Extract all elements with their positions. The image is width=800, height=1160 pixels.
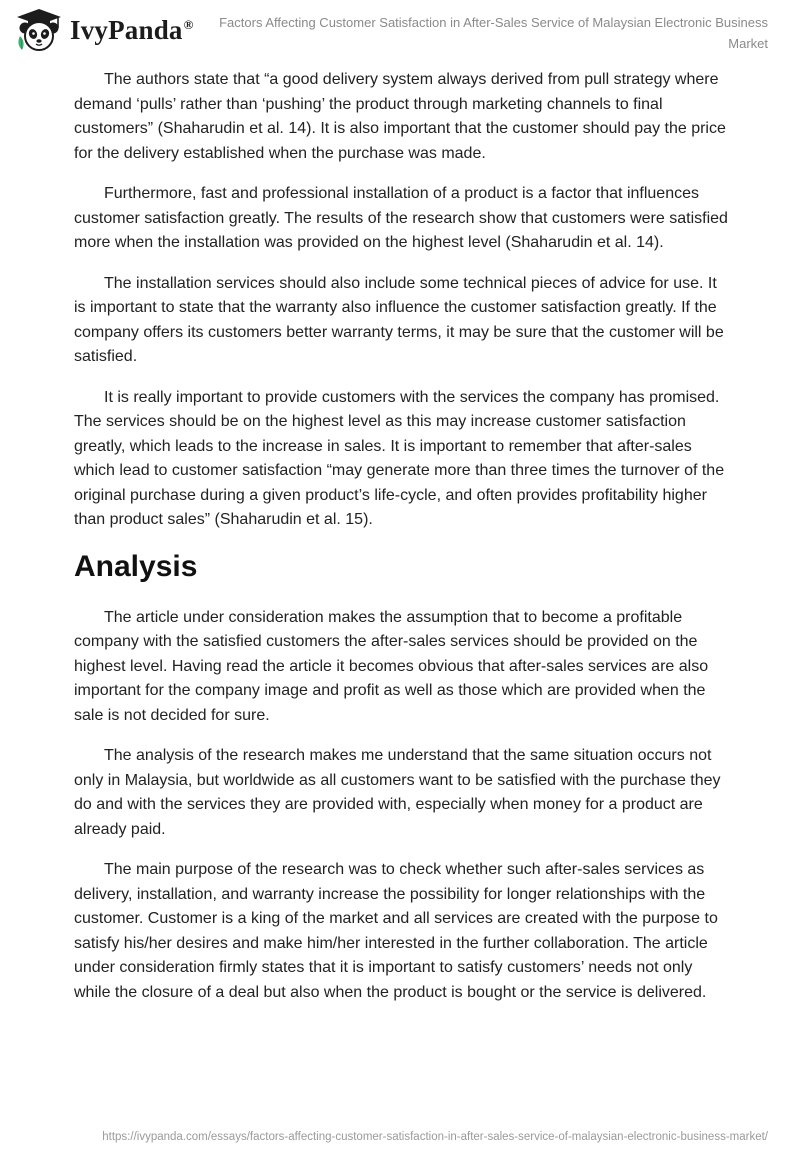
paragraph: The installation services should also include some technical pieces of advice for use. It is important to state that the warranty also influence the customer satisfaction greatly. If the company offers its customers better warranty terms, it may be sure that the customer will be satisfied. [74, 274, 724, 365]
document-title: Factors Affecting Customer Satisfaction in After-Sales Service of Malaysian Electronic Business Market [219, 15, 768, 51]
essay-body [74, 68, 728, 1021]
registered-mark: ® [183, 16, 194, 32]
brand-name [70, 15, 194, 46]
source-url[interactable]: https://ivypanda.com/essays/factors-affecting-customer-satisfaction-in-after-sales-service-of-malaysian-electronic-business-market/ [102, 1131, 768, 1143]
panda-graduate-icon [14, 8, 64, 52]
paragraph: The article under consideration makes the assumption that to become a profitable company with the satisfied customers the after-sales services should be provided on the highest level. Having read the article it becomes obvious that after-sales services are also important for the company image and profit as well as those which are provided when the sale is not decided for sure. [74, 608, 709, 724]
section-heading-analysis: Analysis [74, 549, 198, 583]
brand-text: IvyPanda [70, 14, 183, 45]
paragraph: It is really important to provide customers with the services the company has promised. The services should be on the highest level as this may increase customer satisfaction greatly, which leads to the increase in sales. It is important to remember that after-sales which lead to customer satisfaction “may generate more than three times the turnover of the original purchase during a given product’s life-cycle, and often provides profitability higher than product sales” (Shaharudin et al. 15). [74, 388, 725, 528]
ivypanda-logo[interactable] [14, 8, 194, 52]
page-header [0, 0, 800, 64]
paragraph: The authors state that “a good delivery system always derived from pull strategy where demand ‘pulls’ rather than ‘pushing’ the product through marketing channels to final customers” (Shaharudin et al. 14). It is also important that the customer should pay the price for the delivery established when the purchase was made. [74, 71, 726, 162]
paragraph: The main purpose of the research was to check whether such after-sales services as delivery, installation, and warranty increase the possibility for longer relationships with the customer. Customer is a king of the market and all services are created with the purpose to satisfy his/her desires and make him/her interested in the further collaboration. The article under consideration firmly states that it is important to satisfy customers’ needs not only while the closure of a deal but also when the product is bought or the service is delivered. [74, 861, 718, 1001]
paragraph: The analysis of the research makes me understand that the same situation occurs not only in Malaysia, but worldwide as all customers want to be satisfied with the purchase they do and with the services they are provided with, especially when money for a product are already paid. [74, 747, 721, 838]
paragraph: Furthermore, fast and professional installation of a product is a factor that influences customer satisfaction greatly. The results of the research show that customers were satisfied more when the installation was provided on the highest level (Shaharudin et al. 14). [74, 185, 728, 251]
